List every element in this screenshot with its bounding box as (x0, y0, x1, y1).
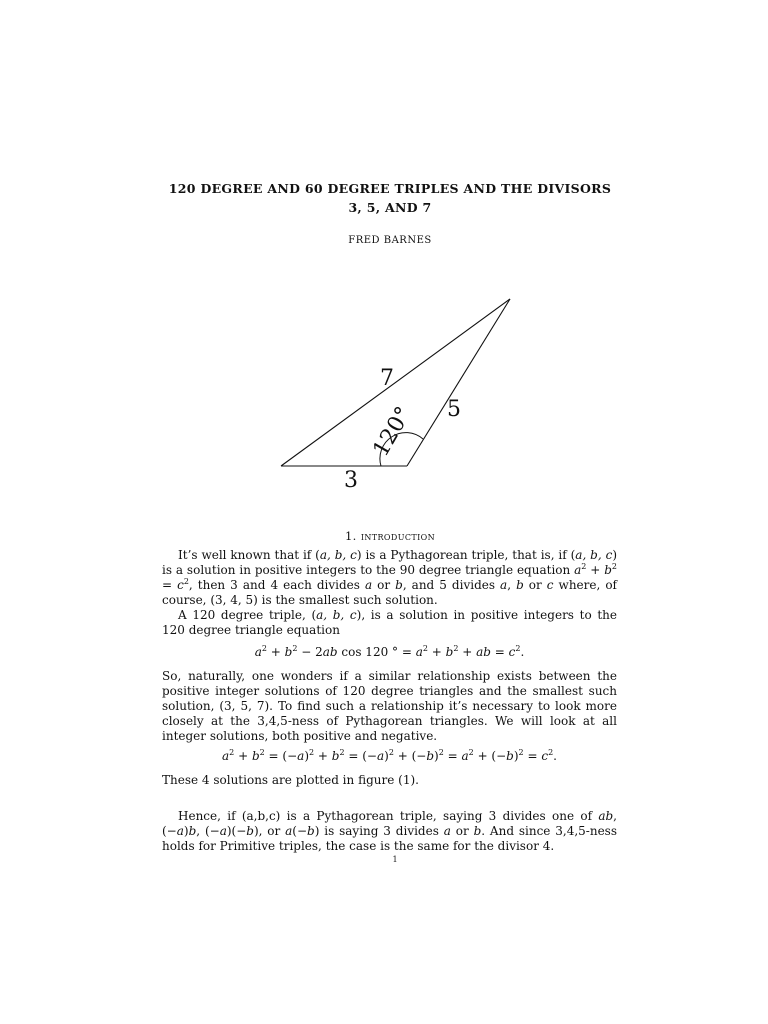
section-heading-introduction (240, 529, 540, 543)
paragraph-1: It’s well known that if (a, b, c) is a Pythagorean triple, that is, if (a, b, c) is a solution in positive integers to the 90 degree triangle equation $a^2 + b^2 = c^2$, then 3 and 4 each divides a or b, and 5 divides a, b or c where, of course, (3, 4, 5) is the smallest such solution. (162, 548, 618, 607)
page-number: 1 (392, 855, 398, 864)
section-number: 1. (344, 529, 357, 543)
angle-label: 120° (368, 402, 417, 461)
section-name: introduction (360, 529, 436, 543)
equation-120-degree: $a^2 + b^2 - 2ab$ cos 120 ° = $a^2 + b^2$ + ab = $c^2$. (254, 644, 525, 659)
paragraph-2: A 120 degree triple, (a, b, c), is a solution in positive integers to the 120 degree triangle equation (162, 608, 617, 637)
title-line-2: 3, 5, AND 7 (348, 200, 432, 215)
author-name: FRED BARNES (348, 235, 432, 246)
label-right-side: 5 (447, 397, 461, 422)
paragraph-3: So, naturally, one wonders if a similar relationship exists between the positive integer solutions of 120 degree triangles and the smallest such solution, (3, 5, 7). To find such a relationship it’s necessary to look more closely at the 3,4,5-ness of Pythagorean triangles. We will look at all integer solutions, both positive and negative. (162, 669, 617, 743)
label-base: 3 (344, 468, 358, 493)
triangle-right-side (407, 299, 510, 466)
paragraph-5: Hence, if (a,b,c) is a Pythagorean triple, saying 3 divides one of ab, (−a)b, (−a)(−b), or a(−b) is saying 3 divides a or b. And since 3,4,5-ness holds for Primitive triples, the case is the same for the divisor 4. (162, 809, 617, 853)
title-line-1: 120 DEGREE AND 60 DEGREE TRIPLES AND THE DIVISORS (168, 181, 612, 196)
label-long-side: 7 (380, 366, 394, 391)
equation-four-solutions: $a^2 + b^2 = (-a)^2 + b^2 = (-a)^2 + (-b)^2 = a^2 + (-b)^2 = c^2$. (222, 748, 557, 763)
paragraph-4: These 4 solutions are plotted in figure (1). (162, 773, 419, 787)
